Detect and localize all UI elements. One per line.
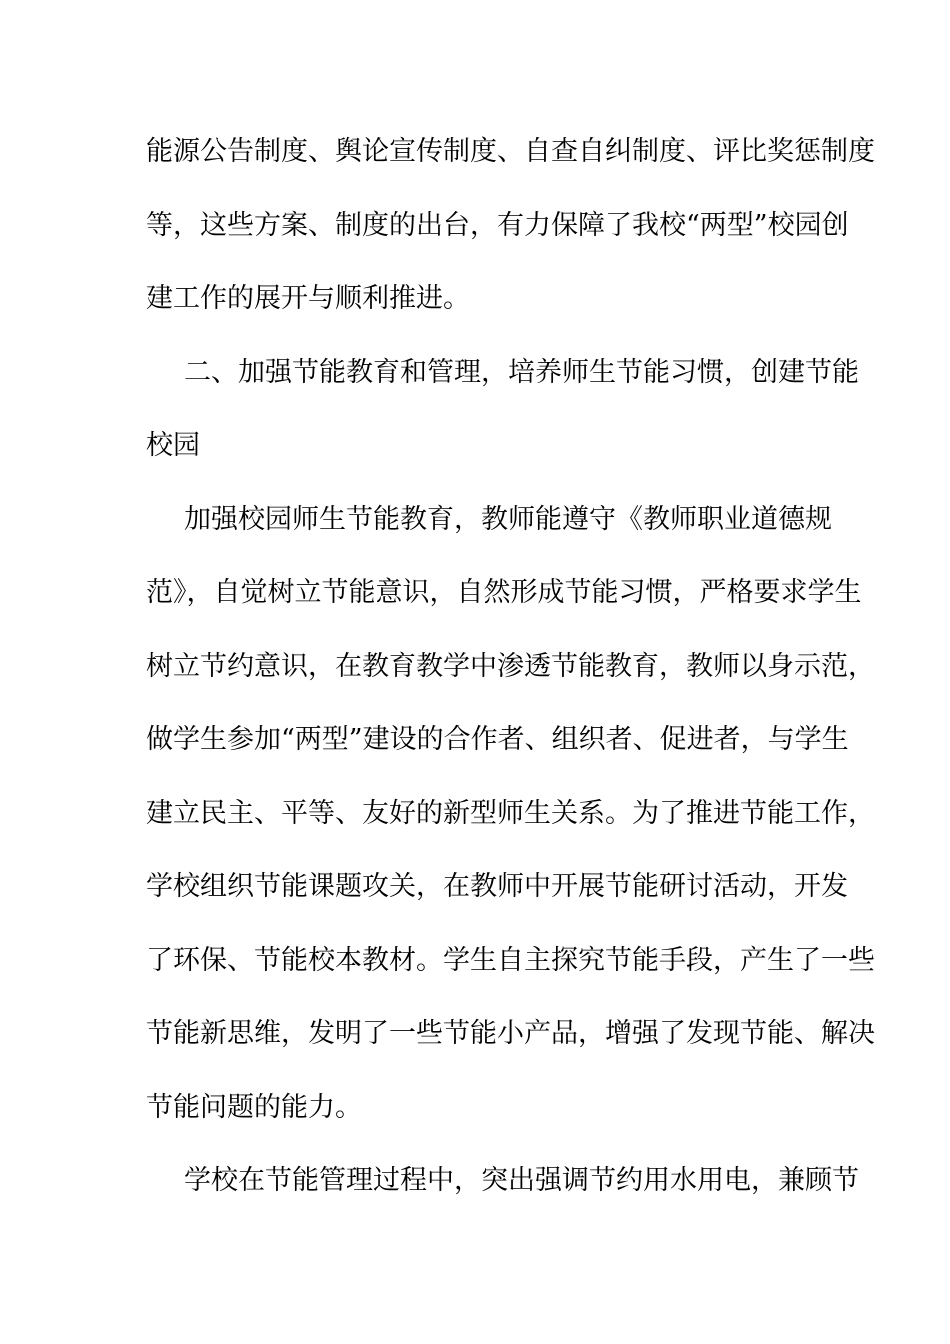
text-line: 等，这些方案、制度的出台，有力保障了我校“两型”校园创 — [146, 209, 849, 241]
text-line: 建工作的展开与顺利推进。 — [146, 283, 470, 314]
text-line: 树立节约意识，在教育教学中渗透节能教育，教师以身示范， — [146, 650, 875, 682]
text-line: 加强校园师生节能教育，教师能遵守《教师职业道德规 — [184, 503, 832, 535]
text-line: 节能问题的能力。 — [146, 1091, 362, 1123]
text-line: 范》，自觉树立节能意识，自然形成节能习惯，严格要求学生 — [146, 577, 862, 608]
text-line: 做学生参加“两型”建设的合作者、组织者、促进者，与学生 — [146, 724, 849, 755]
body-text — [146, 124, 875, 1227]
text-line: 节能新思维，发明了一些节能小产品，增强了发现节能、解决 — [146, 1018, 875, 1049]
text-line: 了环保、节能校本教材。学生自主探究节能手段，产生了一些 — [146, 944, 875, 976]
text-line: 建立民主、平等、友好的新型师生关系。为了推进节能工作， — [146, 797, 875, 829]
text-line: 学校组织节能课题攻关，在教师中开展节能研讨活动，开发 — [146, 871, 848, 902]
text-line: 学校在节能管理过程中，突出强调节约用水用电，兼顾节 — [184, 1165, 859, 1196]
text-line: 能源公告制度、舆论宣传制度、自查自纠制度、评比奖惩制度 — [146, 136, 875, 167]
section-heading-line: 校园 — [146, 430, 200, 461]
section-heading-line: 二、加强节能教育和管理，培养师生节能习惯，创建节能 — [184, 356, 859, 388]
